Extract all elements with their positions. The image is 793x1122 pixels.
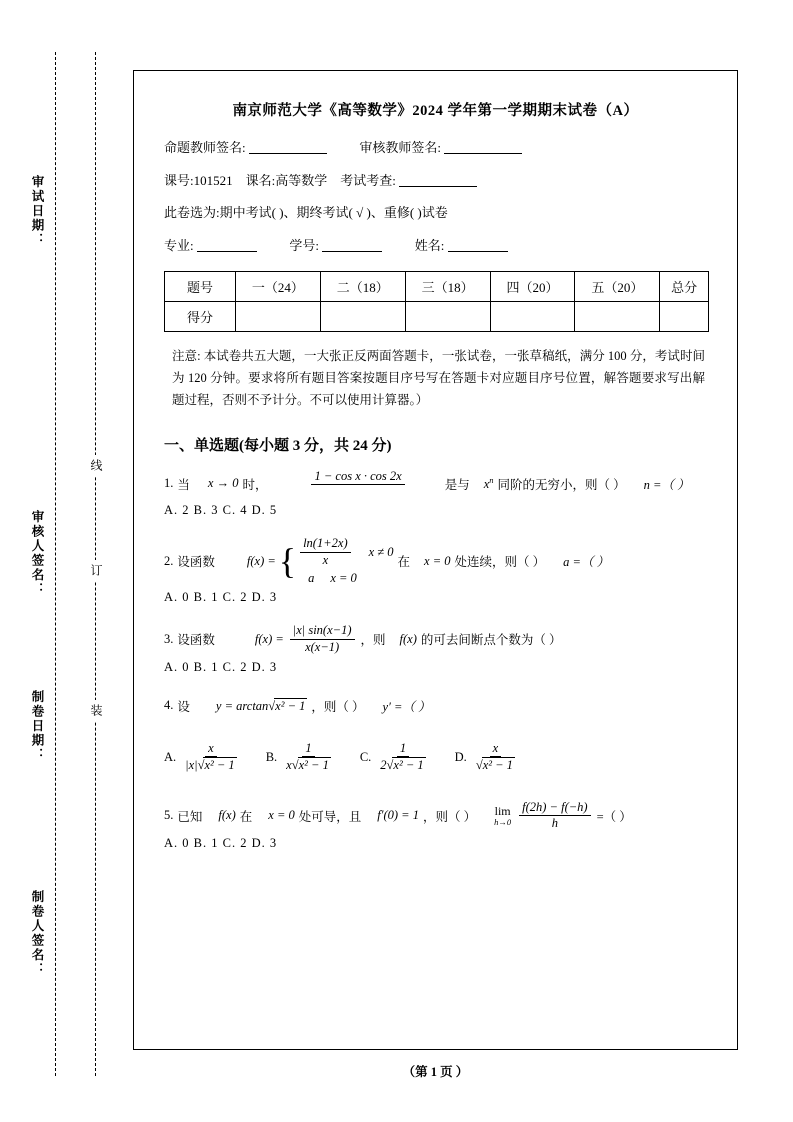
student-id-label: 学号: — [289, 237, 319, 253]
question-5-mid-3: ，则（ ） — [422, 809, 477, 824]
seal-word-xian: 线 — [88, 455, 105, 476]
left-brace-icon: { — [278, 540, 297, 581]
proposer-signature-label: 命题教师签名: — [164, 140, 246, 155]
question-4-choice-c-expr: $\frac{1}{\text{2√x² − 1}}$ — [380, 740, 424, 773]
question-2-piecewise — [247, 536, 394, 586]
score-cell-2[interactable] — [320, 302, 405, 332]
question-3-options: A. 0 B. 1 C. 2 D. 3 — [164, 659, 278, 674]
question-3 — [164, 623, 715, 655]
score-table — [164, 271, 709, 332]
margin-label-review-date: 审试日期： — [30, 175, 44, 248]
col-header-3: 三（18） — [405, 272, 490, 302]
row-label-score: 得分 — [165, 302, 236, 332]
score-cell-total[interactable] — [660, 302, 709, 332]
question-1 — [164, 469, 715, 499]
proposer-signature-field[interactable] — [249, 140, 327, 154]
question-3-index: 3. — [164, 631, 174, 646]
question-3-expr-1: f(x) — [399, 631, 417, 646]
question-4-choice-c-letter: C. — [359, 749, 372, 764]
question-5-tail: =（ ） — [596, 809, 632, 824]
score-cell-1[interactable] — [236, 302, 321, 332]
question-2-options: A. 0 B. 1 C. 2 D. 3 — [164, 590, 278, 605]
question-2 — [164, 536, 715, 586]
question-4-choice-d-expr: $\frac{x}{\text{√x² − 1}}$ — [475, 740, 513, 773]
question-4-choice-b-expr: $\frac{1}{\text{x√x² − 1}}$ — [286, 740, 329, 773]
question-1-mid-1: 时， — [242, 477, 268, 492]
question-2-case-1-den: x — [322, 552, 329, 567]
margin-label-reviewer-signature: 审核人签名： — [30, 510, 44, 597]
question-3-fx: f(x) = — [254, 631, 284, 646]
course-info-text: 课号:101521 课名:高等数学 考试考查: — [164, 172, 396, 188]
question-3-fraction — [290, 623, 355, 655]
paper-type-text: 此卷选为:期中考试( )、期终考试( √ )、重修( )试卷 — [164, 205, 448, 220]
meta-row-student — [164, 236, 715, 256]
name-label: 姓名: — [414, 237, 445, 253]
meta-row-signatures — [164, 138, 715, 158]
question-3-frac-denominator: x(x−1) — [305, 639, 340, 654]
major-field[interactable] — [197, 238, 257, 252]
question-2-mid-1: 在 — [397, 555, 411, 570]
question-1-expr-1: x → 0 — [207, 476, 239, 491]
table-row-question-numbers — [165, 272, 709, 302]
question-5-expr-3: f′(0) = 1 — [377, 808, 419, 823]
exam-type-field[interactable] — [399, 173, 477, 187]
page-footer: （第 1 页 ） — [402, 1065, 469, 1079]
exam-paper-frame — [133, 70, 738, 1050]
question-5-expr-1: f(x) — [218, 808, 236, 823]
col-header-1: 一（24） — [236, 272, 321, 302]
question-4-expr-1: y = arctan√x² − 1 — [215, 698, 306, 713]
score-cell-4[interactable] — [490, 302, 575, 332]
question-4 — [164, 693, 715, 719]
col-header-total: 总分 — [660, 272, 709, 302]
table-row-scores — [165, 302, 709, 332]
question-5-limit-fraction: $\frac{f(2h) - f(-h)}{h}$ — [519, 800, 590, 832]
score-cell-5[interactable] — [575, 302, 660, 332]
question-5 — [164, 800, 715, 832]
score-cell-3[interactable] — [405, 302, 490, 332]
question-2-index: 2. — [164, 553, 174, 568]
question-4-choice-d-letter: D. — [454, 749, 467, 764]
question-4-index: 4. — [164, 698, 174, 712]
question-5-lead: 已知 — [177, 809, 203, 824]
question-1-mid-2: 是与 — [444, 477, 470, 492]
question-1-expr-2: $x^n$ — [483, 475, 494, 492]
meta-row-paper-type — [164, 203, 715, 223]
sealing-margin — [0, 0, 133, 1122]
question-4-choice-a-letter: A. — [164, 749, 177, 764]
question-2-fx: f(x) = — [246, 553, 276, 568]
question-2-case-2-cond: x = 0 — [330, 571, 357, 586]
question-1-index: 1. — [164, 476, 174, 491]
question-5-mid-1: 在 — [239, 809, 253, 824]
margin-label-print-date: 制卷日期： — [30, 690, 44, 763]
question-2-case-1-cond: x ≠ 0 — [368, 544, 394, 559]
question-3-mid-2: 的可去间断点个数为（ ） — [420, 633, 562, 648]
question-5-index: 5. — [164, 808, 174, 823]
question-2-tail: a =（ ） — [563, 555, 610, 570]
question-3-lead: 设函数 — [177, 633, 215, 648]
page-title: 南京师范大学《高等数学》2024 学年第一学期期末试卷（A） — [232, 103, 639, 119]
question-2-mid-2: 处连续，则（ ） — [454, 555, 546, 570]
question-1-options: A. 2 B. 3 C. 4 D. 5 — [164, 503, 278, 517]
question-3-frac-numerator: |x| sin(x−1) — [290, 623, 355, 640]
seal-word-ding: 订 — [88, 560, 105, 581]
question-4-choice-b-letter: B. — [265, 749, 278, 764]
question-1-frac-numerator: 1 − cos x · cos 2x — [311, 469, 404, 486]
reviewer-signature-field[interactable] — [444, 140, 522, 154]
question-1-lead: 当 — [177, 477, 190, 492]
row-label-question-no: 题号 — [165, 272, 236, 302]
reviewer-signature-label: 审核教师签名: — [359, 140, 441, 155]
exam-instructions: 注意: 本试卷共五大题，一大张正反两面答题卡，一张试卷，一张草稿纸，满分 100 分，考试时间为 120 分钟。要求将所有题目答案按题目序号写在答题卡对应题目序号位置，解答题要求写出解题过程，否则不予计分。不可以使用计算器。） — [172, 349, 705, 407]
col-header-5: 五（20） — [575, 272, 660, 302]
question-5-expr-2: x = 0 — [268, 808, 295, 823]
question-2-case-1-num: ln(1+2x) — [300, 536, 351, 553]
major-label: 专业: — [164, 237, 194, 253]
question-1-frac-denominator — [354, 485, 363, 499]
question-2-case-1-fraction — [300, 536, 351, 568]
question-5-options: A. 0 B. 1 C. 2 D. 3 — [164, 836, 278, 850]
student-id-field[interactable] — [322, 238, 382, 252]
question-4-choices — [164, 741, 715, 774]
question-4-choice-a-expr: $\frac{x}{\text{|x|√x² − 1}}$ — [185, 740, 235, 773]
question-5-mid-2: 处可导，且 — [298, 809, 362, 824]
question-4-mid-1: ，则（ ） — [311, 699, 365, 714]
question-2-case-2-val: a — [308, 571, 315, 586]
question-1-tail: n =（ ） — [643, 477, 690, 492]
section-heading-multiple-choice: 一、单选题(每小题 3 分，共 24 分) — [164, 437, 392, 454]
question-4-tail: y′ =（ ） — [382, 699, 431, 714]
col-header-4: 四（20） — [490, 272, 575, 302]
seal-dashed-line-outer — [55, 52, 56, 1076]
col-header-2: 二（18） — [320, 272, 405, 302]
seal-word-zhuang: 装 — [88, 700, 105, 721]
meta-row-course — [164, 171, 715, 191]
question-4-lead: 设 — [177, 699, 190, 714]
question-2-expr-1: x = 0 — [424, 553, 451, 568]
question-3-mid-1: ，则 — [360, 633, 386, 648]
question-1-mid-3: 同阶的无穷小，则（ ） — [497, 477, 626, 492]
question-5-limit-operator: lim h→0 — [494, 804, 512, 827]
margin-label-printer-signature: 制卷人签名： — [30, 890, 44, 977]
question-2-lead: 设函数 — [177, 555, 215, 570]
name-field[interactable] — [448, 238, 508, 252]
question-1-fraction — [311, 469, 404, 499]
